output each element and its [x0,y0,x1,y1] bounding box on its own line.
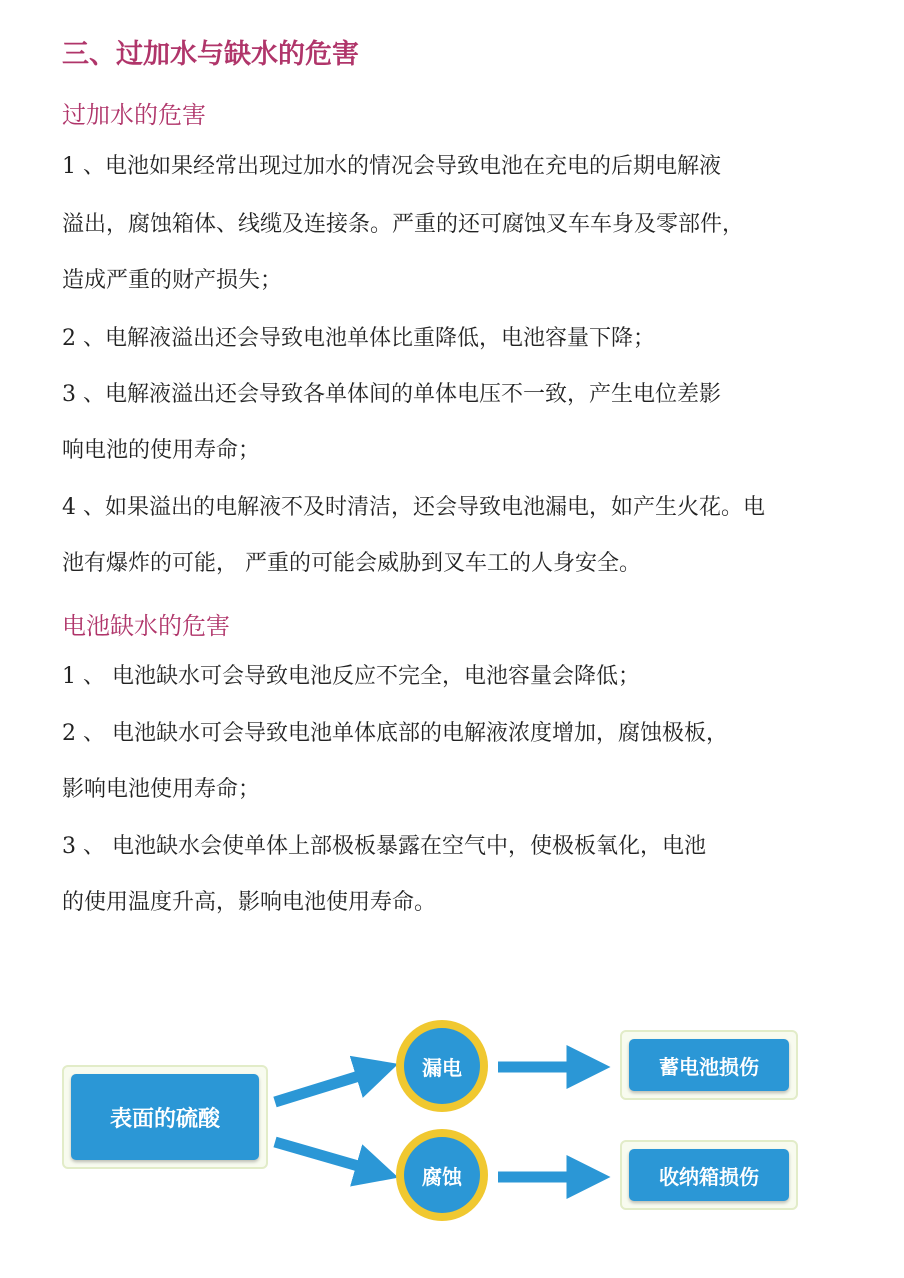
box-damage-frame [620,1140,798,1210]
battery-damage-box: 蓄电池损伤 [629,1039,789,1091]
shortage-heading: 电池缺水的危害 [62,612,230,640]
shortage-line: 3 、 电池缺水会使单体上部极板暴露在空气中，使极板氧化，电池 [62,834,706,859]
corrosion-label: 腐蚀 [404,1137,480,1213]
overfill-line: 1 、电池如果经常出现过加水的情况会导致电池在充电的后期电解液 [62,154,721,179]
overfill-line: 造成严重的财产损失； [62,268,283,293]
hazard-flow-diagram [0,1010,904,1240]
leak-label: 漏电 [404,1028,480,1104]
corrosion-circle [396,1129,488,1221]
overfill-line: 3 、电解液溢出还会导致各单体间的单体电压不一致，产生电位差影 [62,382,721,407]
source-box: 表面的硫酸 [71,1074,259,1160]
overfill-line: 2 、电解液溢出还会导致电池单体比重降低，电池容量下降； [62,326,655,351]
shortage-line: 影响电池使用寿命； [62,777,261,802]
leak-circle [396,1020,488,1112]
overfill-line: 溢出，腐蚀箱体、线缆及连接条。严重的还可腐蚀叉车车身及零部件， [62,212,745,237]
overfill-heading: 过加水的危害 [62,101,206,129]
overfill-line: 池有爆炸的可能， 严重的可能会威胁到叉车工的人身安全。 [62,551,641,576]
battery-damage-frame [620,1030,798,1100]
overfill-line: 4 、如果溢出的电解液不及时清洁，还会导致电池漏电，如产生火花。电 [62,495,765,520]
shortage-line: 2 、 电池缺水可会导致电池单体底部的电解液浓度增加，腐蚀极板， [62,721,728,746]
section-title: 三、过加水与缺水的危害 [62,39,359,70]
box-damage-box: 收纳箱损伤 [629,1149,789,1201]
arrow-to-corrosion [275,1142,372,1170]
source-box-frame [62,1065,268,1169]
overfill-line: 响电池的使用寿命； [62,438,261,463]
shortage-line: 1 、 电池缺水可会导致电池反应不完全，电池容量会降低； [62,664,640,689]
arrow-to-leak [275,1072,372,1102]
shortage-line: 的使用温度升高，影响电池使用寿命。 [62,890,437,915]
